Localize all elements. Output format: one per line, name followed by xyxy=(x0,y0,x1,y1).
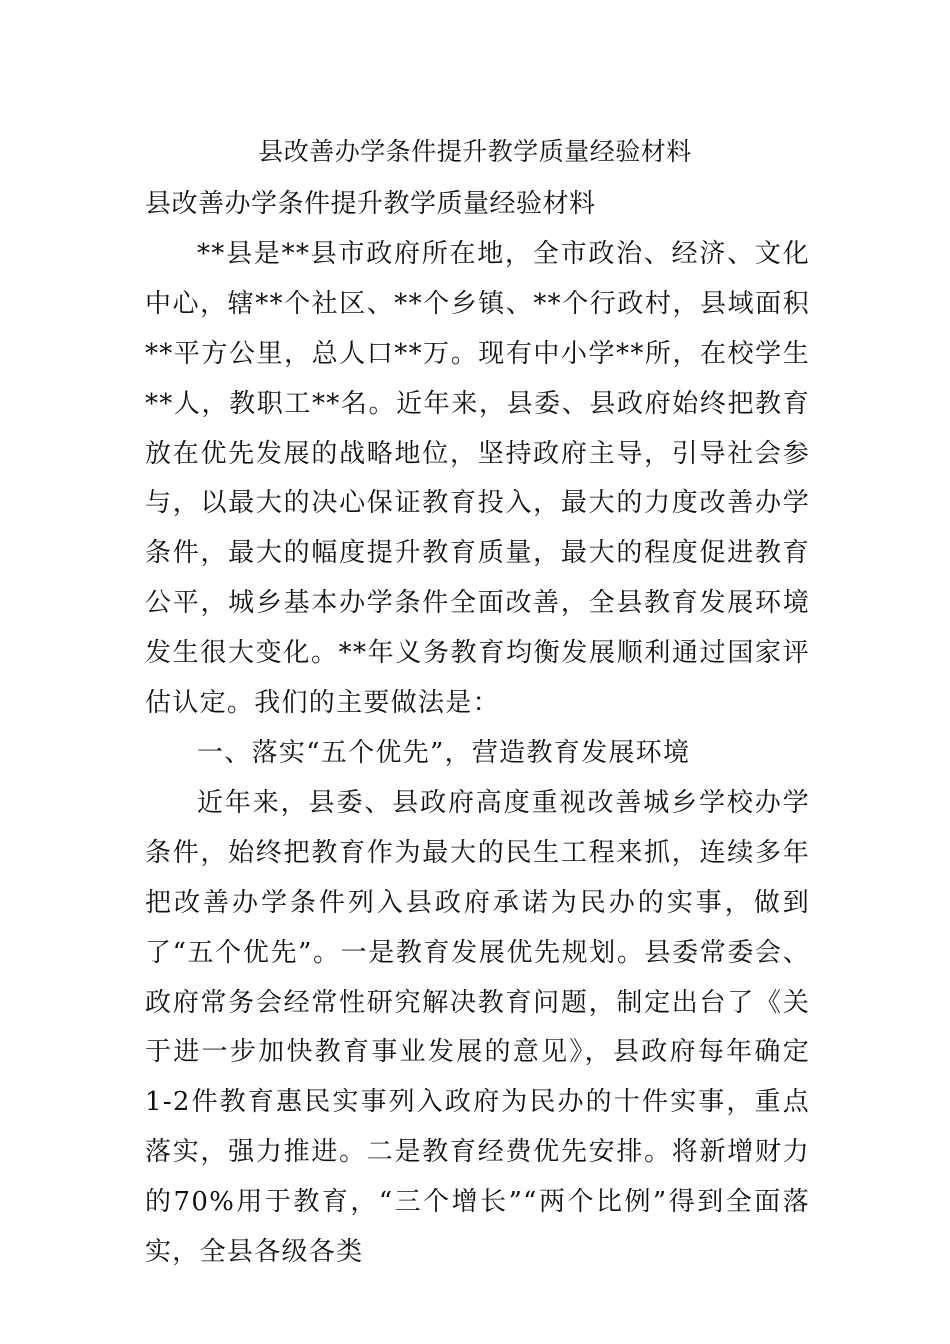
document-subtitle: 县改善办学条件提升教学质量经验材料 xyxy=(145,189,596,219)
section-heading: 一、落实“五个优先”，营造教育发展环境 xyxy=(197,737,691,768)
paragraph-five-priorities: 近年来，县委、县政府高度重视改善城乡学校办学条件，始终把教育作为最大的民生工程来抓，连续多年把改善办学条件列入县政府承诺为民办的实事，做到了“五个优先”。一是教育发展优先规划。县委常委会、政府常务会经常性研究解决教育问题，制定出台了《关于进一步加快教育事业发展的意见》，县政府每年确定1-2件教育惠民实事列入政府为民办的十件实事，重点落实，强力推进。二是教育经费优先安排。将新增财力的70%用于教育，“三个增长”“两个比例”得到全面落实，全县各级各类 xyxy=(145,787,810,1268)
document-title: 县改善办学条件提升教学质量经验材料 xyxy=(258,137,692,166)
paragraph-intro: **县是**县市政府所在地，全市政治、经济、文化中心，辖**个社区、**个乡镇、**个行政村，县域面积**平方公里，总人口**万。现有中小学**所，在校学生**人，教职工**名。近年来，县委、县政府始终把教育放在优先发展的战略地位，坚持政府主导，引导社会参与，以最大的决心保证教育投入，最大的力度改善办学条件，最大的幅度提升教育质量，最大的程度促进教育公平，城乡基本办学条件全面改善，全县教育发展环境发生很大变化。**年义务教育均衡发展顺利通过国家评估认定。我们的主要做法是： xyxy=(145,238,810,719)
document-body xyxy=(145,180,810,1278)
